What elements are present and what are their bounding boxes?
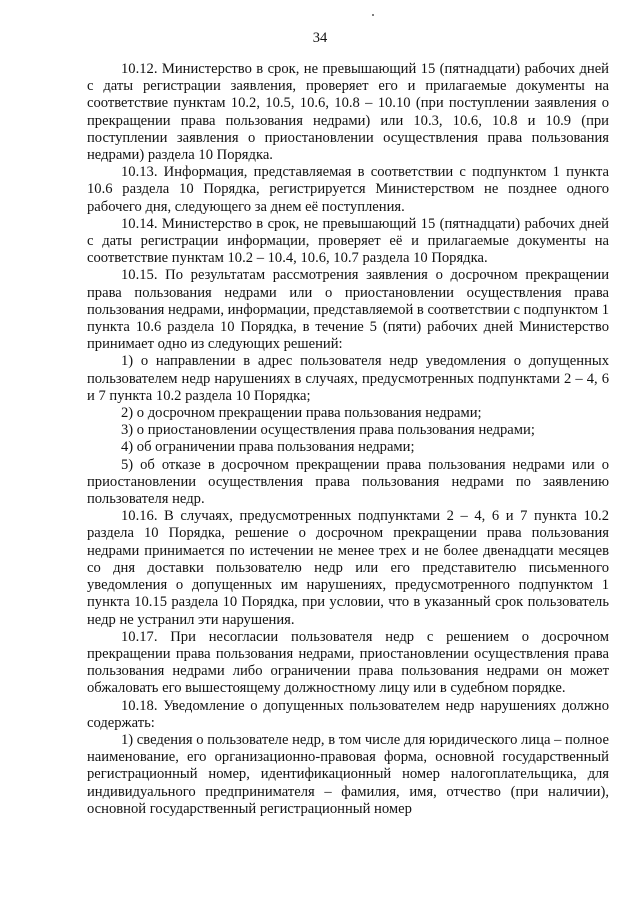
paragraph-10-13: 10.13. Информация, представляемая в соответствии с подпунктом 1 пункта 10.6 раздела 10 Порядка, регистрируется Министерством не позднее одного рабочего дня, следующего за днем её поступления.	[87, 164, 609, 215]
page-number: 34	[312, 30, 328, 46]
list-item-5: 5) об отказе в досрочном прекращении права пользования недрами или о приостановлении осуществления права пользования недрами по заявлению пользователя недр.	[87, 456, 609, 508]
list-item-3: 3) о приостановлении осуществления права пользования недрами;	[121, 422, 535, 439]
paragraph-10-12: 10.12. Министерство в срок, не превышающий 15 (пятнадцати) рабочих дней с даты регистрации заявления, проверяет его и прилагаемые документы на соответствие пунктам 10.2, 10.5, 10.6, 10.8 – 10.10 (при поступлении заявления о прекращении права пользования недрами) или 10.3, 10.6, 10.8 и 10.9 (при поступлении заявления о приостановлении осуществления права пользования недрами) раздела 10 Порядка.	[87, 61, 609, 164]
scan-speck	[372, 14, 374, 16]
list-item-1: 1) о направлении в адрес пользователя недр уведомления о допущенных пользователем недр нарушениях в случаях, предусмотренных подпунктами 2 – 4, 6 и 7 пункта 10.2 раздела 10 Порядка;	[87, 353, 609, 404]
paragraph-10-18: 10.18. Уведомление о допущенных пользователем недр нарушениях должно содержать:	[87, 697, 609, 731]
paragraph-10-16: 10.16. В случаях, предусмотренных подпунктами 2 – 4, 6 и 7 пункта 10.2 раздела 10 Порядка, решение о досрочном прекращении права пользования недрами принимается по истечении не менее трех и не более двенадцати месяцев со дня доставки пользователю недр или его представителю письменного уведомления о допущенных им нарушениях, предусмотренного подпунктом 1 пункта 10.15 раздела 10 Порядка, при условии, что в указанный срок пользователь недр не устранил эти нарушения.	[87, 508, 609, 628]
document-body	[87, 61, 609, 818]
list-item-2: 2) о досрочном прекращении права пользования недрами;	[121, 405, 482, 422]
list-item-4: 4) об ограничении права пользования недрами;	[121, 439, 415, 456]
paragraph-10-14: 10.14. Министерство в срок, не превышающий 15 (пятнадцати) рабочих дней с даты регистрации информации, проверяет её и прилагаемые документы на соответствие пунктам 10.2 – 10.4, 10.6, 10.7 раздела 10 Порядка.	[87, 215, 609, 267]
paragraph-10-18-item-1: 1) сведения о пользователе недр, в том числе для юридического лица – полное наименование, его организационно-правовая форма, основной государственный регистрационный номер, идентификационный номер налогоплательщика, для индивидуального предпринимателя – фамилия, имя, отчество (при наличии), основной государственный регистрационный номер	[87, 731, 609, 817]
paragraph-10-15: 10.15. По результатам рассмотрения заявления о досрочном прекращении права пользования недрами или о приостановлении осуществления права пользования недрами, информации, представляемой в соответствии с подпунктом 1 пункта 10.6 раздела 10 Порядка, в течение 5 (пяти) рабочих дней Министерство принимает одно из следующих решений:	[87, 267, 609, 353]
paragraph-10-17: 10.17. При несогласии пользователя недр с решением о досрочном прекращении права пользования недрами, приостановлении осуществления права пользования недрами либо ограничении права пользования недрами он может обжаловать его вышестоящему должностному лицу или в судебном порядке.	[87, 628, 609, 697]
